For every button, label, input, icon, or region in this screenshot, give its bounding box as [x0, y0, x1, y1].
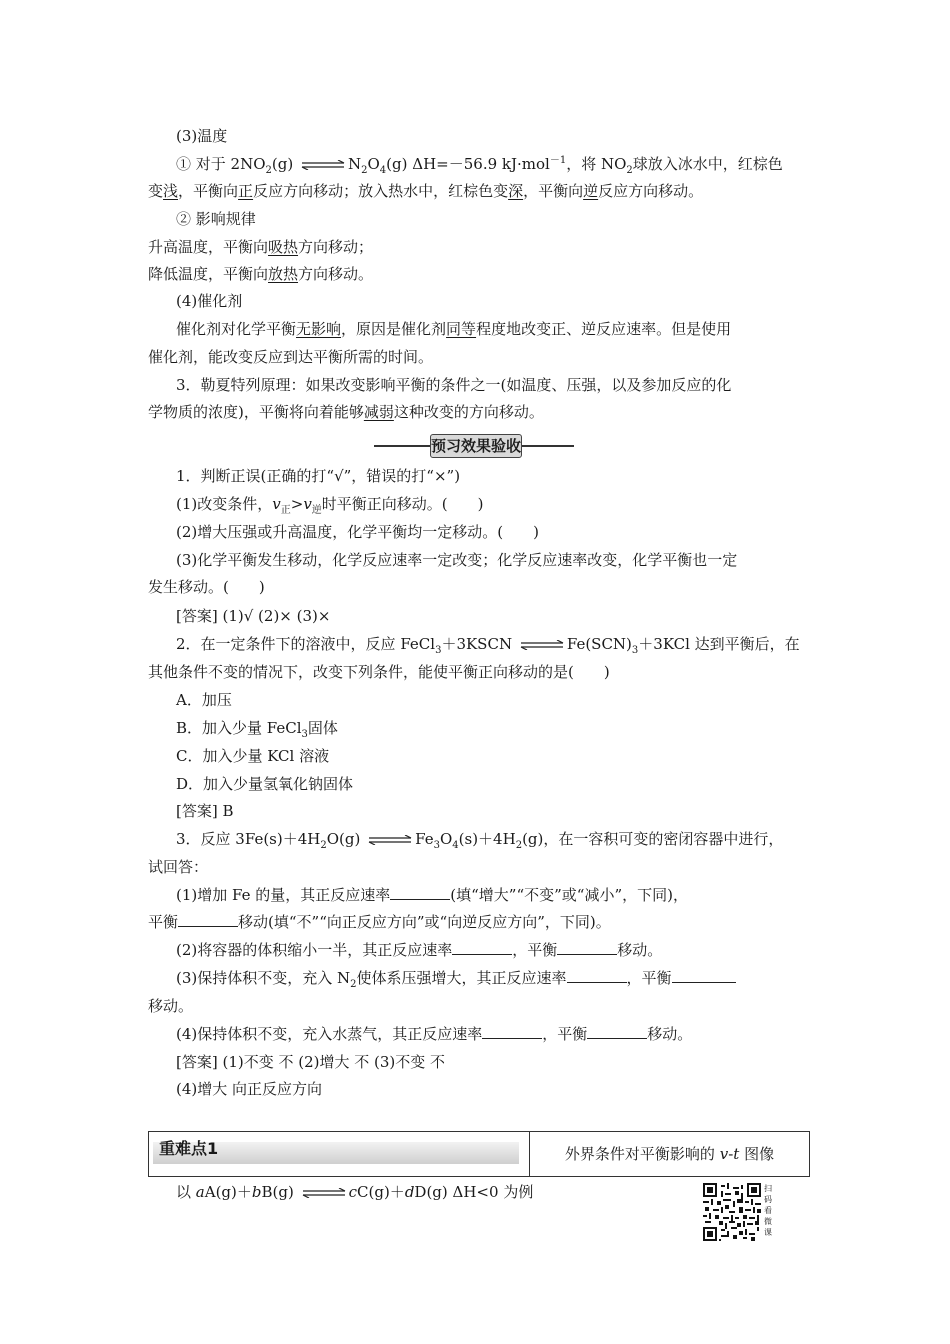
option-a: A．加压 [176, 691, 232, 709]
answer-blank[interactable] [178, 912, 238, 927]
text-line [148, 912, 611, 932]
text: ，平衡 [512, 941, 558, 959]
text: O(g) [326, 830, 361, 848]
text: ，平衡 [542, 1025, 588, 1043]
text: 时平衡正向移动。( ) [321, 495, 484, 513]
question-1-part-1 [176, 494, 484, 514]
text: 2．在一定条件下的溶液中，反应 FeCl [176, 635, 436, 653]
subscript: 逆 [311, 505, 322, 516]
text: 催化剂对化学平衡 [176, 320, 297, 338]
text: B(g) [261, 1183, 294, 1201]
answer-blank[interactable] [557, 940, 617, 955]
text: 固体 [307, 719, 338, 737]
text: > [290, 495, 304, 513]
subscript: 4 [452, 840, 459, 851]
subscript: 3 [631, 645, 639, 656]
answer-underlined: 减弱 [363, 403, 394, 421]
symbol: b [251, 1183, 262, 1201]
text: 平衡 [148, 913, 179, 931]
text-line: 催化剂，能改变反应到达平衡所需的时间。 [148, 348, 434, 366]
example-reaction [176, 1182, 533, 1202]
answer-blank[interactable] [567, 968, 627, 983]
answer-underlined: 放热 [268, 265, 299, 283]
question-1-part-2: (2)增大压强或升高温度，化学平衡均一定移动。( ) [176, 523, 539, 541]
text-line [148, 264, 373, 284]
question-1: 1．判断正误(正确的打“√”，错误的打“×”) [176, 467, 461, 485]
answer-blank[interactable] [452, 940, 512, 955]
text: 3．反应 3Fe(s)＋4H [176, 830, 321, 848]
text: 这种改变的方向移动。 [393, 403, 544, 421]
text: B．加入少量 FeCl [176, 719, 302, 737]
text-line: 发生移动。( ) [148, 578, 265, 596]
text: ，将 NO [566, 155, 627, 173]
symbol: v [272, 495, 281, 513]
option-d: D．加入少量氢氧化钠固体 [176, 775, 354, 793]
question-3 [176, 829, 783, 849]
text: (2)将容器的体积缩小一半，其正反应速率 [176, 941, 453, 959]
text-line [148, 402, 544, 422]
text: (g) [271, 155, 294, 173]
option-b [176, 718, 338, 738]
text: ，平衡向 [523, 182, 584, 200]
text: (3)保持体积不变，充入 N [176, 969, 351, 987]
text: (g)，在一容积可变的密闭容器中进行， [522, 830, 784, 848]
text: C(g)＋ [357, 1183, 405, 1201]
text-line: 3．勒夏特列原理：如果改变影响平衡的条件之一(如温度、压强，以及参加反应的化 [176, 376, 732, 394]
superscript: －1 [549, 155, 567, 166]
text: ，平衡向 [178, 182, 239, 200]
text: 移动(填“不”“向正反应方向”或“向逆反应方向”，下同)。 [238, 913, 611, 931]
text: 程度地改变正、逆反应速率。但是使用 [476, 320, 732, 338]
text: 升高温度，平衡向 [148, 238, 269, 256]
text: (4)保持体积不变，充入水蒸气，其正反应速率 [176, 1025, 483, 1043]
question-3-part-2 [176, 940, 662, 960]
option-c: C．加入少量 KCl 溶液 [176, 747, 330, 765]
subscript: 3 [301, 729, 308, 740]
answer-underlined: 吸热 [268, 238, 299, 256]
equilibrium-arrow-icon [300, 160, 346, 170]
text: (填“增大”“不变”或“减小”，下同)， [450, 886, 688, 904]
text: - [728, 1145, 734, 1163]
answer-underlined: 正 [238, 182, 254, 200]
text: 方向移动； [298, 238, 374, 256]
text: N [347, 155, 362, 173]
text: (1)改变条件， [176, 495, 273, 513]
subheading: ② 影响规律 [176, 210, 256, 228]
text: A(g)＋ [204, 1183, 252, 1201]
question-3-part-1 [176, 885, 688, 905]
answer-underlined: 深 [508, 182, 524, 200]
text: 反应方向移动；放入热水中，红棕色变 [253, 182, 509, 200]
text: Fe [415, 830, 434, 848]
text: 变 [148, 182, 164, 200]
question-3-part-3 [176, 968, 736, 988]
text: 外界条件对平衡影响的 [564, 1145, 720, 1163]
answer-underlined: 无影响 [296, 320, 342, 338]
subscript: 2 [626, 165, 633, 176]
subscript: 2 [361, 165, 368, 176]
answer-blank[interactable] [587, 1024, 647, 1039]
subscript: 2 [350, 979, 357, 990]
symbol: c [348, 1183, 358, 1201]
subscript: 3 [433, 840, 440, 851]
text: 方向移动。 [298, 265, 374, 283]
text: O [439, 830, 453, 848]
text-line [176, 154, 783, 174]
subscript: 2 [515, 840, 523, 851]
text: 学物质的浓度)，平衡将向着能够 [148, 403, 364, 421]
text: 图像 [739, 1145, 775, 1163]
equilibrium-arrow-icon [301, 1188, 347, 1198]
heading-temperature: (3)温度 [176, 127, 228, 145]
text: 以 [176, 1183, 196, 1201]
text-line [176, 319, 731, 339]
text: 反应方向移动。 [598, 182, 704, 200]
key-point-title [530, 1132, 809, 1176]
answer-underlined: 同等 [446, 320, 477, 338]
equilibrium-arrow-icon [519, 640, 565, 650]
answer-blank[interactable] [390, 885, 450, 900]
answer-3-cont: (4)增大 向正反应方向 [176, 1080, 323, 1098]
answer-3: [答案] (1)不变 不 (2)增大 不 (3)不变 不 [176, 1053, 446, 1071]
key-point-box [148, 1131, 810, 1177]
subscript: 4 [379, 165, 387, 176]
text: 降低温度，平衡向 [148, 265, 269, 283]
text-line: 移动。 [148, 997, 194, 1015]
subscript: 正 [280, 505, 291, 516]
text: (s)＋4H [458, 830, 516, 848]
text-line: 试回答： [148, 858, 209, 876]
subscript: 2 [320, 840, 327, 851]
section-title: 预习效果验收 [430, 434, 522, 458]
text: (g) ΔH=－56.9 kJ·mol [386, 155, 550, 173]
question-2 [176, 634, 800, 654]
answer-underlined: 逆 [583, 182, 599, 200]
heading-catalyst: (4)催化剂 [176, 292, 243, 310]
text: (1)增加 Fe 的量，其正反应速率 [176, 886, 391, 904]
qr-code-icon[interactable] [703, 1183, 761, 1241]
key-point-tag-cell [149, 1132, 530, 1176]
text: Fe(SCN) [566, 635, 632, 653]
question-1-part-3: (3)化学平衡发生移动，化学反应速率一定改变；化学反应速率改变，化学平衡也一定 [176, 551, 738, 569]
answer-2: [答案] B [176, 802, 234, 820]
symbol: t [733, 1145, 740, 1163]
symbol: d [404, 1183, 415, 1201]
text: O [367, 155, 380, 173]
answer-1: [答案] (1)√ (2)× (3)× [176, 607, 331, 625]
text-line [148, 237, 373, 257]
text: ① 对于 2NO [176, 155, 266, 173]
subscript: 2 [265, 165, 272, 176]
answer-underlined: 浅 [163, 182, 179, 200]
question-3-part-4 [176, 1024, 692, 1044]
key-point-tag: 重难点1 [159, 1139, 219, 1158]
text: D(g) ΔH<0 为例 [414, 1183, 534, 1201]
text: ＋3KCl 达到平衡后，在 [638, 635, 800, 653]
text: 移动。 [647, 1025, 693, 1043]
text: 移动。 [617, 941, 663, 959]
answer-blank[interactable] [672, 968, 736, 983]
symbol: a [195, 1183, 205, 1201]
text: ，原因是催化剂 [341, 320, 447, 338]
symbol: v [719, 1145, 729, 1163]
text-line [148, 181, 703, 201]
section-header [374, 434, 574, 458]
equilibrium-arrow-icon [367, 835, 413, 845]
answer-blank[interactable] [482, 1024, 542, 1039]
text: 使体系压强增大，其正反应速率 [356, 969, 567, 987]
text: ，平衡 [626, 969, 672, 987]
text-line: 其他条件不变的情况下，改变下列条件，能使平衡正向移动的是( ) [148, 663, 610, 681]
symbol: v [303, 495, 312, 513]
qr-caption: 扫码看微课 [764, 1184, 772, 1237]
text: ＋3KSCN [441, 635, 513, 653]
subscript: 3 [435, 645, 442, 656]
text: 球放入冰水中，红棕色 [632, 155, 783, 173]
